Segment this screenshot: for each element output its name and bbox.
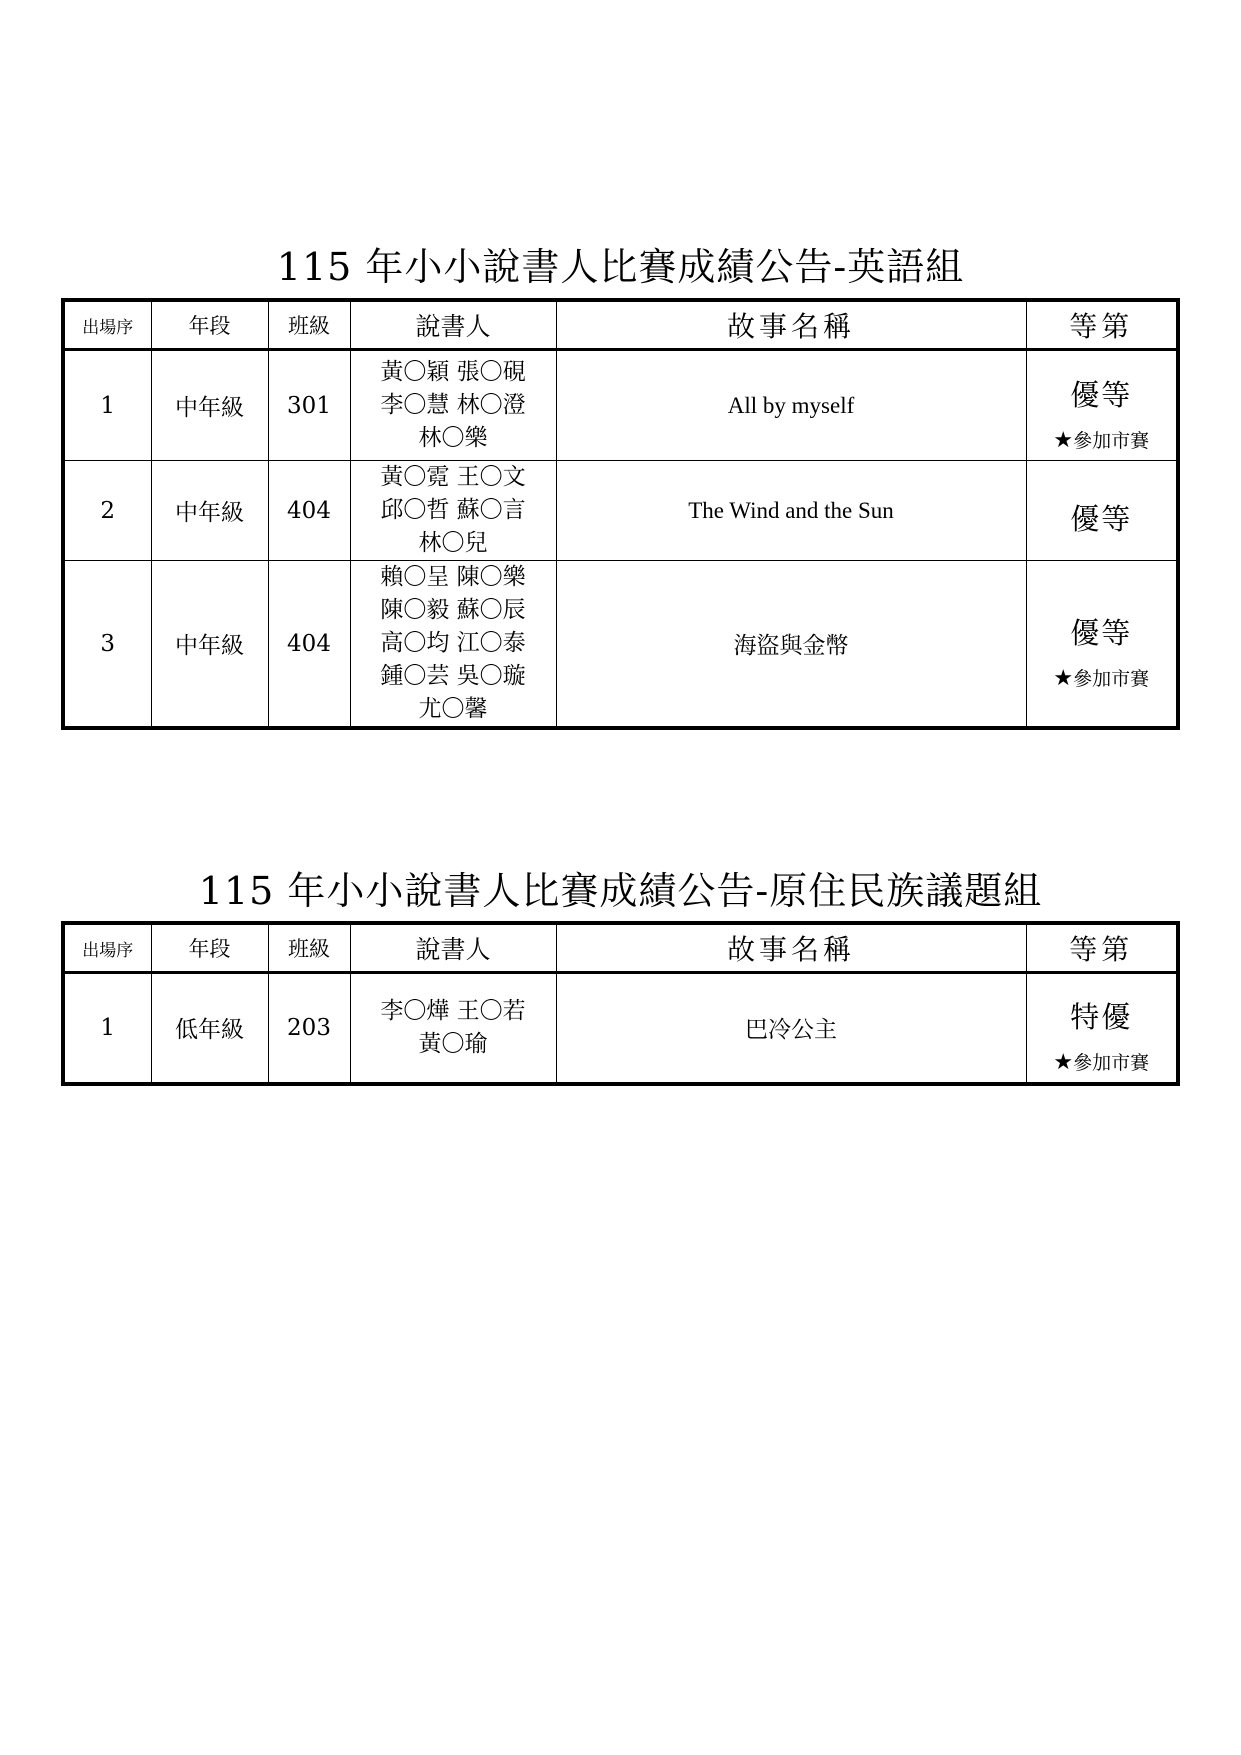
section-title-english: 115 年小小說書人比賽成績公告-英語組 (276, 245, 965, 289)
cell-story: All by myself (556, 350, 1026, 461)
cell-tellers (350, 973, 556, 1084)
teller-line: 林〇兒 (418, 530, 488, 556)
teller-line: 李〇慧 林〇澄 (380, 392, 526, 418)
table-row (63, 973, 1178, 1084)
header-grade: 年段 (151, 923, 268, 973)
star-icon: ★ (1053, 665, 1074, 691)
teller-line: 賴〇呈 陳〇樂 (380, 564, 526, 590)
teller-line: 林〇樂 (418, 425, 488, 451)
cell-story: 巴冷公主 (556, 973, 1026, 1084)
header-story: 故事名稱 (556, 300, 1026, 350)
teller-line: 黃〇穎 張〇硯 (380, 359, 526, 385)
teller-line: 黃〇霓 王〇文 (380, 464, 526, 490)
teller-line: 李〇燁 王〇若 (380, 997, 526, 1024)
cell-story: 海盜與金幣 (556, 561, 1026, 729)
cell-rank (1026, 973, 1178, 1084)
header-rank: 等第 (1026, 923, 1178, 973)
header-grade: 年段 (151, 300, 268, 350)
cell-order: 3 (63, 561, 151, 729)
cell-class: 301 (268, 350, 350, 461)
city-contest-note (1027, 426, 1177, 453)
teller-line: 鍾〇芸 吳〇璇 (380, 663, 526, 689)
cell-rank (1026, 561, 1178, 729)
section-title-indigenous: 115 年小小說書人比賽成績公告-原住民族議題組 (198, 869, 1043, 913)
rank-label: 優等 (1070, 615, 1133, 650)
teller-line: 尤〇馨 (418, 696, 488, 722)
star-icon: ★ (1053, 1049, 1074, 1075)
cell-grade: 低年級 (151, 973, 268, 1084)
cell-grade: 中年級 (151, 561, 268, 729)
star-icon: ★ (1053, 427, 1074, 453)
cell-order: 2 (63, 461, 151, 561)
note-text: 參加市賽 (1073, 1051, 1150, 1074)
cell-story: The Wind and the Sun (556, 461, 1026, 561)
rank-label: 優等 (1070, 377, 1133, 412)
cell-tellers (350, 561, 556, 729)
teller-line: 邱〇哲 蘇〇言 (380, 497, 526, 523)
cell-grade: 中年級 (151, 350, 268, 461)
results-table-indigenous (61, 921, 1180, 1086)
header-story: 故事名稱 (556, 923, 1026, 973)
cell-tellers (350, 461, 556, 561)
header-class: 班級 (268, 923, 350, 973)
table-row (63, 561, 1178, 729)
note-text: 參加市賽 (1073, 429, 1150, 452)
cell-grade: 中年級 (151, 461, 268, 561)
header-order: 出場序 (63, 300, 151, 350)
table-row (63, 350, 1178, 461)
city-contest-note (1027, 664, 1177, 691)
cell-class: 203 (268, 973, 350, 1084)
header-class: 班級 (268, 300, 350, 350)
teller-line: 高〇均 江〇泰 (380, 630, 526, 656)
cell-rank (1026, 461, 1178, 561)
cell-order: 1 (63, 973, 151, 1084)
cell-class: 404 (268, 561, 350, 729)
city-contest-note (1027, 1048, 1177, 1075)
cell-class: 404 (268, 461, 350, 561)
header-order: 出場序 (63, 923, 151, 973)
cell-order: 1 (63, 350, 151, 461)
table-header-row (63, 300, 1178, 350)
header-tellers: 說書人 (350, 300, 556, 350)
cell-tellers (350, 350, 556, 461)
note-text: 參加市賽 (1073, 667, 1150, 690)
rank-label: 特優 (1070, 999, 1133, 1034)
header-tellers: 說書人 (350, 923, 556, 973)
header-rank: 等第 (1026, 300, 1178, 350)
rank-label: 優等 (1070, 502, 1133, 536)
results-table-english (61, 298, 1180, 730)
table-row (63, 461, 1178, 561)
teller-line: 黃〇瑜 (418, 1030, 488, 1057)
cell-rank (1026, 350, 1178, 461)
table-header-row (63, 923, 1178, 973)
teller-line: 陳〇毅 蘇〇辰 (380, 597, 526, 623)
